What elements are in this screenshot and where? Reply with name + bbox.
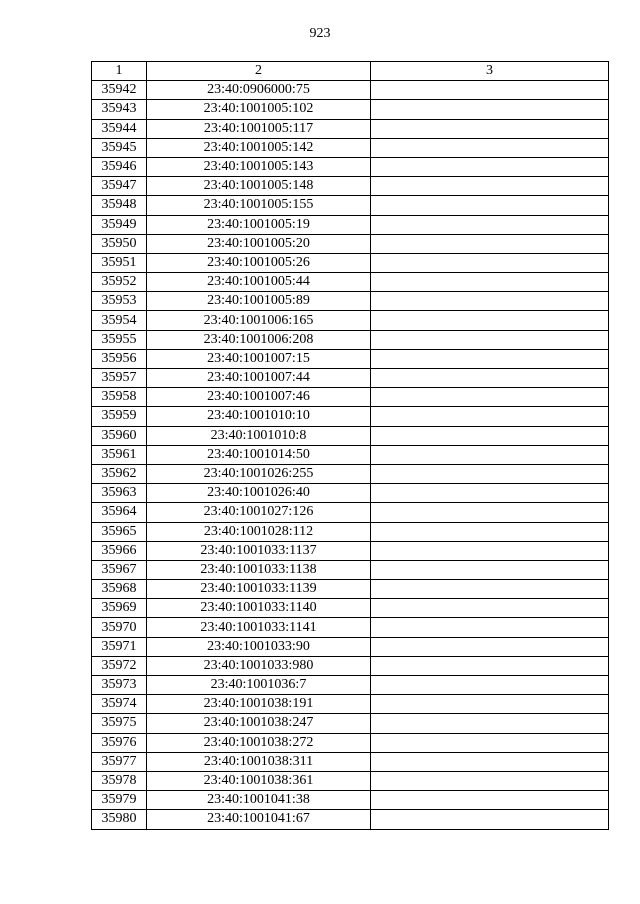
table-row — [92, 733, 609, 752]
row-number-cell: 35953 — [92, 292, 147, 311]
notes-cell — [371, 771, 609, 790]
table-row — [92, 503, 609, 522]
notes-cell — [371, 234, 609, 253]
notes-cell — [371, 618, 609, 637]
row-number-cell: 35960 — [92, 426, 147, 445]
notes-cell — [371, 388, 609, 407]
cadastral-number-cell: 23:40:1001005:148 — [147, 177, 371, 196]
notes-cell — [371, 791, 609, 810]
cadastral-number-cell: 23:40:1001005:20 — [147, 234, 371, 253]
table-row — [92, 196, 609, 215]
cadastral-number-cell: 23:40:1001027:126 — [147, 503, 371, 522]
cadastral-number-cell: 23:40:1001005:19 — [147, 215, 371, 234]
column-header-1: 1 — [92, 62, 147, 81]
table-row — [92, 445, 609, 464]
cadastral-number-cell: 23:40:1001033:1139 — [147, 580, 371, 599]
row-number-cell: 35971 — [92, 637, 147, 656]
row-number-cell: 35942 — [92, 81, 147, 100]
table-row — [92, 541, 609, 560]
cadastral-number-cell: 23:40:1001014:50 — [147, 445, 371, 464]
notes-cell — [371, 733, 609, 752]
row-number-cell: 35979 — [92, 791, 147, 810]
row-number-cell: 35961 — [92, 445, 147, 464]
table-row — [92, 752, 609, 771]
table-row — [92, 714, 609, 733]
row-number-cell: 35963 — [92, 484, 147, 503]
table-row — [92, 81, 609, 100]
cadastral-number-cell: 23:40:1001005:26 — [147, 253, 371, 272]
row-number-cell: 35954 — [92, 311, 147, 330]
notes-cell — [371, 81, 609, 100]
table-row — [92, 311, 609, 330]
notes-cell — [371, 253, 609, 272]
cadastral-number-cell: 23:40:1001036:7 — [147, 676, 371, 695]
cadastral-number-cell: 23:40:1001026:255 — [147, 464, 371, 483]
notes-cell — [371, 119, 609, 138]
cadastral-number-cell: 23:40:1001033:980 — [147, 656, 371, 675]
notes-cell — [371, 330, 609, 349]
cadastral-number-cell: 23:40:1001038:361 — [147, 771, 371, 790]
cadastral-number-cell: 23:40:1001005:44 — [147, 273, 371, 292]
table-row — [92, 426, 609, 445]
row-number-cell: 35974 — [92, 695, 147, 714]
row-number-cell: 35959 — [92, 407, 147, 426]
table-row — [92, 349, 609, 368]
table-row — [92, 407, 609, 426]
row-number-cell: 35949 — [92, 215, 147, 234]
notes-cell — [371, 695, 609, 714]
table-row — [92, 484, 609, 503]
table-row — [92, 637, 609, 656]
notes-cell — [371, 426, 609, 445]
row-number-cell: 35970 — [92, 618, 147, 637]
cadastral-number-cell: 23:40:1001005:142 — [147, 138, 371, 157]
cadastral-number-cell: 23:40:1001006:165 — [147, 311, 371, 330]
table-row — [92, 676, 609, 695]
row-number-cell: 35967 — [92, 560, 147, 579]
table-row — [92, 464, 609, 483]
row-number-cell: 35948 — [92, 196, 147, 215]
cadastral-number-cell: 23:40:1001038:191 — [147, 695, 371, 714]
notes-cell — [371, 196, 609, 215]
table-row — [92, 273, 609, 292]
notes-cell — [371, 215, 609, 234]
notes-cell — [371, 100, 609, 119]
table-row — [92, 215, 609, 234]
row-number-cell: 35951 — [92, 253, 147, 272]
table-row — [92, 388, 609, 407]
cadastral-number-cell: 23:40:1001005:102 — [147, 100, 371, 119]
registry-table — [91, 61, 609, 830]
notes-cell — [371, 311, 609, 330]
row-number-cell: 35950 — [92, 234, 147, 253]
row-number-cell: 35978 — [92, 771, 147, 790]
table-header — [92, 62, 609, 81]
cadastral-number-cell: 23:40:1001041:38 — [147, 791, 371, 810]
page-number: 923 — [309, 26, 331, 41]
cadastral-number-cell: 23:40:1001038:311 — [147, 752, 371, 771]
row-number-cell: 35977 — [92, 752, 147, 771]
notes-cell — [371, 560, 609, 579]
notes-cell — [371, 464, 609, 483]
notes-cell — [371, 138, 609, 157]
row-number-cell: 35944 — [92, 119, 147, 138]
notes-cell — [371, 541, 609, 560]
row-number-cell: 35958 — [92, 388, 147, 407]
table-row — [92, 580, 609, 599]
notes-cell — [371, 637, 609, 656]
table-row — [92, 791, 609, 810]
cadastral-number-cell: 23:40:1001041:67 — [147, 810, 371, 829]
cadastral-number-cell: 23:40:1001005:143 — [147, 157, 371, 176]
table-row — [92, 618, 609, 637]
table-row — [92, 100, 609, 119]
notes-cell — [371, 656, 609, 675]
notes-cell — [371, 503, 609, 522]
column-header-3: 3 — [371, 62, 609, 81]
row-number-cell: 35947 — [92, 177, 147, 196]
notes-cell — [371, 676, 609, 695]
cadastral-number-cell: 23:40:1001005:89 — [147, 292, 371, 311]
notes-cell — [371, 445, 609, 464]
row-number-cell: 35945 — [92, 138, 147, 157]
notes-cell — [371, 177, 609, 196]
table-row — [92, 656, 609, 675]
table-row — [92, 253, 609, 272]
notes-cell — [371, 273, 609, 292]
notes-cell — [371, 407, 609, 426]
cadastral-number-cell: 23:40:1001033:1141 — [147, 618, 371, 637]
row-number-cell: 35957 — [92, 369, 147, 388]
table-row — [92, 157, 609, 176]
row-number-cell: 35952 — [92, 273, 147, 292]
cadastral-number-cell: 23:40:1001006:208 — [147, 330, 371, 349]
notes-cell — [371, 522, 609, 541]
column-header-2: 2 — [147, 62, 371, 81]
row-number-cell: 35943 — [92, 100, 147, 119]
table-row — [92, 771, 609, 790]
cadastral-number-cell: 23:40:1001038:247 — [147, 714, 371, 733]
cadastral-number-cell: 23:40:1001038:272 — [147, 733, 371, 752]
cadastral-number-cell: 23:40:1001010:10 — [147, 407, 371, 426]
cadastral-number-cell: 23:40:1001028:112 — [147, 522, 371, 541]
row-number-cell: 35956 — [92, 349, 147, 368]
notes-cell — [371, 484, 609, 503]
notes-cell — [371, 349, 609, 368]
row-number-cell: 35966 — [92, 541, 147, 560]
table-row — [92, 695, 609, 714]
notes-cell — [371, 580, 609, 599]
cadastral-number-cell: 23:40:1001007:15 — [147, 349, 371, 368]
row-number-cell: 35973 — [92, 676, 147, 695]
row-number-cell: 35969 — [92, 599, 147, 618]
cadastral-number-cell: 23:40:1001007:46 — [147, 388, 371, 407]
cadastral-number-cell: 23:40:1001033:1137 — [147, 541, 371, 560]
table-row — [92, 138, 609, 157]
cadastral-number-cell: 23:40:0906000:75 — [147, 81, 371, 100]
notes-cell — [371, 752, 609, 771]
table-row — [92, 599, 609, 618]
notes-cell — [371, 810, 609, 829]
row-number-cell: 35980 — [92, 810, 147, 829]
notes-cell — [371, 599, 609, 618]
header-row — [92, 62, 609, 81]
table-body — [92, 81, 609, 829]
notes-cell — [371, 714, 609, 733]
table-row — [92, 292, 609, 311]
row-number-cell: 35964 — [92, 503, 147, 522]
row-number-cell: 35955 — [92, 330, 147, 349]
cadastral-number-cell: 23:40:1001005:155 — [147, 196, 371, 215]
table-row — [92, 177, 609, 196]
notes-cell — [371, 292, 609, 311]
row-number-cell: 35976 — [92, 733, 147, 752]
cadastral-number-cell: 23:40:1001026:40 — [147, 484, 371, 503]
row-number-cell: 35946 — [92, 157, 147, 176]
cadastral-number-cell: 23:40:1001033:1140 — [147, 599, 371, 618]
cadastral-number-cell: 23:40:1001007:44 — [147, 369, 371, 388]
row-number-cell: 35972 — [92, 656, 147, 675]
table-row — [92, 522, 609, 541]
row-number-cell: 35965 — [92, 522, 147, 541]
row-number-cell: 35968 — [92, 580, 147, 599]
table-row — [92, 369, 609, 388]
table-row — [92, 234, 609, 253]
table-row — [92, 330, 609, 349]
notes-cell — [371, 369, 609, 388]
cadastral-number-cell: 23:40:1001005:117 — [147, 119, 371, 138]
row-number-cell: 35975 — [92, 714, 147, 733]
cadastral-number-cell: 23:40:1001033:90 — [147, 637, 371, 656]
cadastral-number-cell: 23:40:1001033:1138 — [147, 560, 371, 579]
row-number-cell: 35962 — [92, 464, 147, 483]
table-row — [92, 560, 609, 579]
notes-cell — [371, 157, 609, 176]
table-row — [92, 810, 609, 829]
table-row — [92, 119, 609, 138]
cadastral-number-cell: 23:40:1001010:8 — [147, 426, 371, 445]
